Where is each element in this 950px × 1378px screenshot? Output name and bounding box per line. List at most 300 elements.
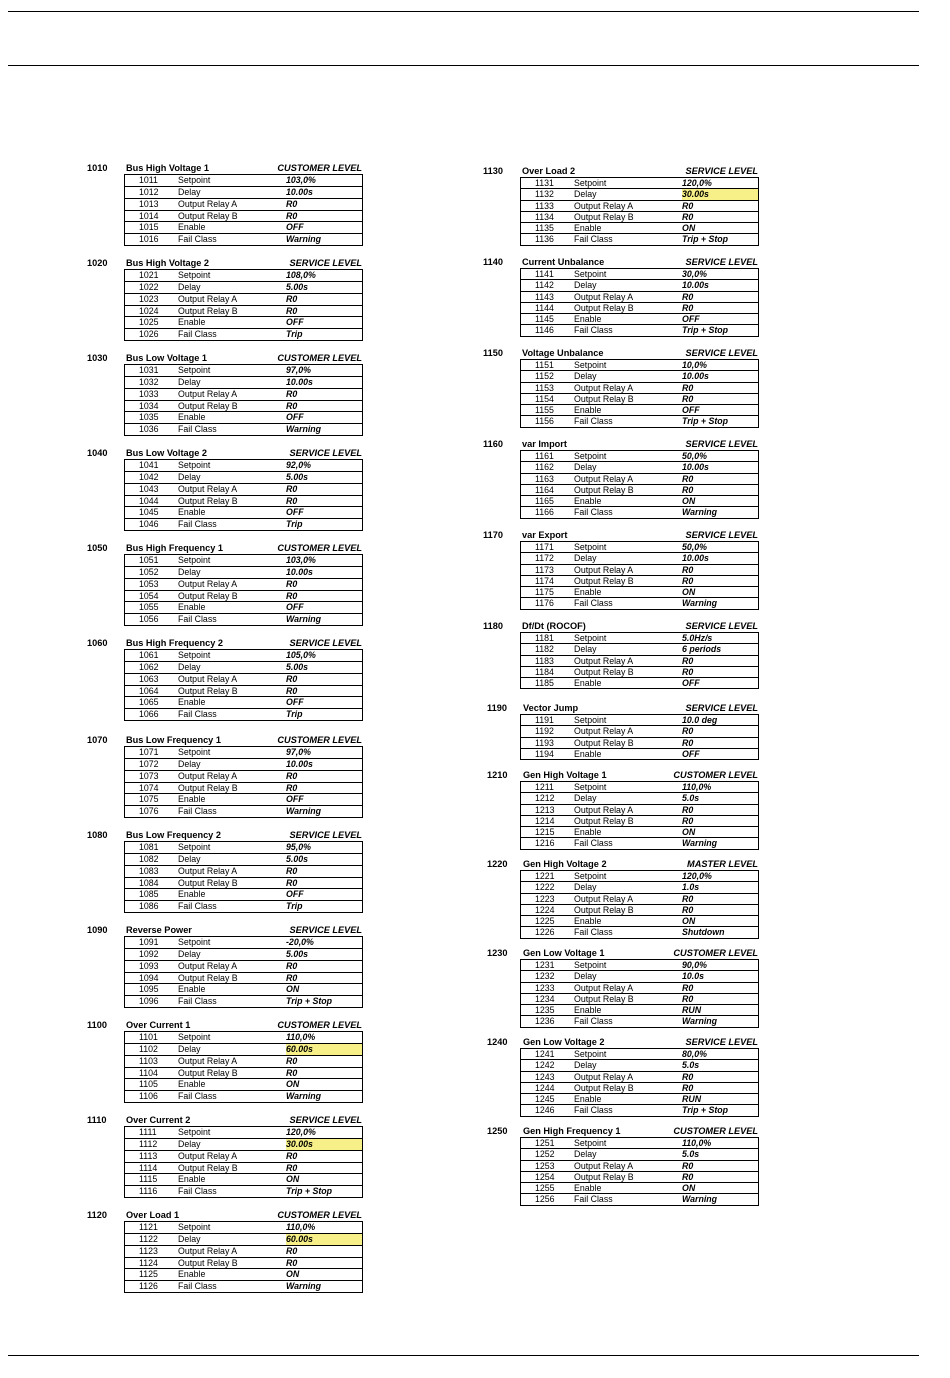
group-title: var Import [522, 439, 567, 449]
param-name: Setpoint [574, 1138, 607, 1148]
param-row [521, 1161, 758, 1172]
param-name: Delay [178, 853, 201, 864]
param-value: 30.00s [682, 189, 758, 199]
param-id: 1113 [139, 1150, 158, 1161]
param-id: 1252 [535, 1149, 555, 1160]
param-name: Delay [178, 186, 201, 197]
param-value: ON [682, 827, 696, 838]
param-row [125, 484, 362, 496]
param-id: 1234 [535, 993, 555, 1004]
param-row [521, 1183, 758, 1194]
param-value: R0 [286, 685, 298, 696]
param-id: 1175 [535, 587, 554, 598]
param-name: Setpoint [574, 1049, 607, 1059]
param-id: 1071 [139, 747, 159, 757]
param-value: 60.00s [286, 1234, 362, 1245]
param-value: R0 [286, 210, 298, 221]
param-value: Trip + Stop [682, 325, 729, 336]
param-row [521, 1138, 758, 1149]
group-title: Bus High Voltage 2 [126, 258, 210, 268]
param-row [125, 1091, 362, 1103]
param-name: Setpoint [574, 960, 607, 970]
param-table [124, 269, 363, 341]
param-table [124, 174, 363, 246]
param-value: -20,0% [286, 937, 314, 947]
param-name: Output Relay B [574, 737, 634, 748]
param-name: Output Relay B [574, 993, 634, 1004]
param-row [521, 292, 758, 303]
param-value: Trip [286, 329, 303, 340]
param-row [521, 189, 758, 200]
param-row [521, 223, 758, 234]
param-name: Enable [178, 602, 206, 613]
param-name: Delay [574, 971, 597, 982]
param-name: Setpoint [178, 365, 211, 375]
param-row [125, 697, 362, 709]
param-id: 1064 [139, 685, 159, 696]
param-name: Output Relay B [574, 815, 634, 826]
param-value: R0 [286, 198, 298, 209]
access-level: CUSTOMER LEVEL [277, 1210, 362, 1220]
param-id: 1055 [139, 602, 159, 613]
param-id: 1101 [139, 1032, 158, 1042]
param-row [125, 686, 362, 698]
param-name: Enable [574, 1094, 602, 1105]
param-value: Warning [682, 1194, 718, 1205]
group-title: Bus Low Frequency 1 [126, 735, 221, 745]
param-value: OFF [682, 678, 700, 689]
param-name: Delay [574, 793, 597, 804]
param-value: R0 [286, 305, 298, 316]
param-row [521, 1083, 758, 1094]
param-value: Warning [682, 507, 718, 518]
param-name: Enable [574, 223, 602, 234]
param-row [125, 1258, 362, 1270]
param-name: Delay [178, 1233, 201, 1244]
param-id: 1165 [535, 496, 554, 507]
param-name: Output Relay A [574, 564, 634, 575]
param-value: R0 [682, 893, 694, 904]
param-id: 1014 [139, 210, 159, 221]
param-value: ON [682, 496, 696, 507]
param-id: 1132 [535, 189, 554, 200]
param-id: 1133 [535, 200, 554, 211]
group-title: Gen Low Voltage 2 [523, 1037, 605, 1047]
param-row [521, 462, 758, 473]
param-row [125, 747, 362, 759]
param-id: 1063 [139, 673, 159, 684]
param-table [520, 781, 759, 850]
access-level: MASTER LEVEL [687, 859, 758, 869]
param-id: 1173 [535, 564, 554, 575]
group-id: 1250 [487, 1126, 508, 1136]
param-id: 1095 [139, 984, 159, 995]
param-row [125, 996, 362, 1008]
access-level: SERVICE LEVEL [685, 348, 758, 358]
param-value: Warning [286, 1281, 322, 1292]
param-row [521, 360, 758, 371]
param-row [521, 553, 758, 564]
param-value: R0 [682, 737, 694, 748]
param-value: 97,0% [286, 747, 311, 757]
param-id: 1164 [535, 484, 554, 495]
param-row [521, 882, 758, 893]
param-name: Setpoint [178, 1127, 211, 1137]
param-row [521, 667, 758, 678]
param-row [521, 749, 758, 760]
param-id: 1103 [139, 1055, 158, 1066]
access-level: SERVICE LEVEL [289, 638, 362, 648]
param-name: Enable [574, 1183, 602, 1194]
param-id: 1065 [139, 697, 159, 708]
param-value: 92,0% [286, 460, 311, 470]
param-row [521, 738, 758, 749]
group-title: Gen High Voltage 1 [523, 770, 607, 780]
param-name: Enable [178, 984, 206, 995]
param-value: 103,0% [286, 175, 316, 185]
access-level: CUSTOMER LEVEL [277, 543, 362, 553]
param-name: Fail Class [574, 1194, 613, 1205]
group-title: Vector Jump [523, 703, 579, 713]
param-row [521, 314, 758, 325]
group-id: 1010 [87, 163, 108, 173]
param-row [125, 662, 362, 674]
param-id: 1041 [139, 460, 159, 470]
param-name: Output Relay B [178, 972, 238, 983]
param-row [521, 827, 758, 838]
param-value: Warning [286, 234, 322, 245]
param-row [125, 294, 362, 306]
param-id: 1154 [535, 393, 554, 404]
param-row [125, 1269, 362, 1281]
param-name: Enable [178, 1079, 206, 1090]
param-name: Output Relay B [574, 211, 634, 222]
param-value: R0 [286, 388, 298, 399]
param-value: 10.00s [682, 280, 709, 291]
param-row [521, 405, 758, 416]
param-id: 1023 [139, 293, 159, 304]
param-value: 1.0s [682, 882, 700, 893]
group-id: 1100 [87, 1020, 107, 1030]
param-name: Fail Class [574, 838, 613, 849]
param-value: 103,0% [286, 555, 316, 565]
param-row [125, 866, 362, 878]
param-id: 1021 [139, 270, 159, 280]
param-row [125, 1079, 362, 1091]
param-row [125, 961, 362, 973]
param-id: 1072 [139, 758, 159, 769]
param-id: 1213 [535, 804, 555, 815]
param-name: Enable [178, 1174, 206, 1185]
param-value: 110,0% [286, 1032, 316, 1042]
param-table [124, 1221, 363, 1293]
param-value: R0 [682, 484, 694, 495]
param-value: 10.00s [286, 376, 313, 387]
param-table [124, 459, 363, 531]
param-id: 1194 [535, 748, 554, 759]
param-value: 5.00s [286, 661, 309, 672]
param-table [124, 841, 363, 913]
param-name: Setpoint [178, 650, 211, 660]
param-row [521, 507, 758, 518]
param-row [125, 412, 362, 424]
param-name: Output Relay A [574, 1160, 634, 1171]
param-name: Output Relay B [178, 590, 238, 601]
param-row [125, 1222, 362, 1234]
param-id: 1182 [535, 644, 554, 655]
param-name: Fail Class [178, 806, 217, 817]
param-name: Fail Class [178, 234, 217, 245]
param-name: Output Relay A [574, 382, 634, 393]
param-id: 1086 [139, 901, 159, 912]
param-value: R0 [286, 293, 298, 304]
param-name: Enable [574, 678, 602, 689]
param-value: R0 [286, 578, 298, 589]
param-name: Fail Class [574, 507, 613, 518]
param-id: 1092 [139, 948, 159, 959]
param-table [520, 1137, 759, 1206]
param-name: Delay [574, 1149, 597, 1160]
param-name: Setpoint [178, 937, 211, 947]
access-level: SERVICE LEVEL [685, 257, 758, 267]
param-id: 1174 [535, 575, 554, 586]
param-id: 1073 [139, 770, 159, 781]
param-id: 1183 [535, 655, 554, 666]
param-value: ON [682, 223, 696, 234]
param-id: 1042 [139, 471, 159, 482]
group-id: 1180 [483, 621, 503, 631]
param-id: 1076 [139, 806, 159, 817]
param-id: 1051 [139, 555, 159, 565]
param-row [521, 644, 758, 655]
param-value: 10.00s [286, 758, 313, 769]
param-value: R0 [682, 473, 694, 484]
param-name: Delay [574, 371, 597, 382]
param-id: 1035 [139, 412, 159, 423]
param-id: 1222 [535, 882, 555, 893]
group-id: 1080 [87, 830, 108, 840]
param-value: Shutdown [682, 927, 725, 938]
param-row [521, 960, 758, 971]
param-id: 1052 [139, 566, 159, 577]
param-value: Warning [682, 598, 718, 609]
param-value: 5.0Hz/s [682, 633, 713, 643]
param-row [125, 199, 362, 211]
param-id: 1214 [535, 815, 555, 826]
param-row [125, 709, 362, 721]
param-row [125, 854, 362, 866]
param-id: 1144 [535, 302, 554, 313]
param-name: Fail Class [574, 416, 613, 427]
param-name: Output Relay B [574, 484, 634, 495]
param-name: Fail Class [574, 234, 613, 245]
param-row [125, 650, 362, 662]
param-row [521, 394, 758, 405]
param-name: Output Relay A [178, 865, 238, 876]
param-name: Output Relay B [574, 302, 634, 313]
param-row [521, 927, 758, 938]
param-value: R0 [682, 804, 694, 815]
param-id: 1246 [535, 1105, 555, 1116]
access-level: SERVICE LEVEL [685, 439, 758, 449]
param-id: 1056 [139, 614, 159, 625]
param-id: 1033 [139, 388, 159, 399]
param-value: R0 [682, 382, 694, 393]
group-id: 1160 [483, 439, 503, 449]
param-value: R0 [682, 726, 694, 737]
param-name: Output Relay A [178, 960, 238, 971]
param-table [520, 632, 759, 689]
param-table [520, 268, 759, 337]
group-title: Gen Low Voltage 1 [523, 948, 605, 958]
param-value: R0 [286, 1055, 298, 1066]
param-id: 1185 [535, 678, 554, 689]
group-title: Bus Low Voltage 2 [126, 448, 207, 458]
param-row [521, 994, 758, 1005]
param-value: R0 [682, 291, 694, 302]
param-row [125, 1139, 362, 1151]
param-name: Output Relay B [574, 904, 634, 915]
param-value: OFF [286, 317, 304, 328]
param-value: OFF [286, 602, 304, 613]
group-title: Gen High Voltage 2 [523, 859, 607, 869]
param-value: R0 [682, 904, 694, 915]
param-row [125, 365, 362, 377]
param-id: 1233 [535, 982, 555, 993]
access-level: CUSTOMER LEVEL [277, 735, 362, 745]
param-id: 1054 [139, 590, 159, 601]
param-value: OFF [286, 507, 304, 518]
param-row [521, 916, 758, 927]
param-id: 1094 [139, 972, 159, 983]
param-name: Delay [574, 280, 597, 291]
param-id: 1192 [535, 726, 554, 737]
param-name: Output Relay A [178, 673, 238, 684]
param-value: 5.00s [286, 853, 309, 864]
param-value: OFF [682, 314, 700, 325]
param-id: 1151 [535, 360, 554, 370]
param-value: R0 [286, 483, 298, 494]
param-value: 120,0% [286, 1127, 316, 1137]
param-id: 1031 [139, 365, 159, 375]
param-id: 1231 [535, 960, 555, 970]
param-id: 1025 [139, 317, 159, 328]
group-title: Over Load 2 [522, 166, 576, 176]
param-id: 1244 [535, 1082, 555, 1093]
param-row [125, 472, 362, 484]
param-row [521, 793, 758, 804]
param-value: Trip [286, 519, 303, 530]
param-row [125, 222, 362, 234]
param-value: 10.00s [286, 566, 313, 577]
param-row [125, 175, 362, 187]
header-rule [8, 65, 919, 66]
param-id: 1046 [139, 519, 159, 530]
group-title: Reverse Power [126, 925, 192, 935]
param-name: Output Relay A [574, 804, 634, 815]
param-row [125, 806, 362, 818]
param-id: 1084 [139, 877, 159, 888]
param-row [521, 234, 758, 245]
param-row [125, 234, 362, 246]
param-name: Fail Class [178, 1281, 217, 1292]
group-id: 1060 [87, 638, 108, 648]
param-row [521, 201, 758, 212]
param-row [521, 178, 758, 189]
param-id: 1245 [535, 1094, 555, 1105]
param-id: 1136 [535, 234, 554, 245]
param-id: 1181 [535, 633, 554, 643]
param-value: 60.00s [286, 1044, 362, 1055]
param-name: Fail Class [574, 1016, 613, 1027]
param-row [521, 1194, 758, 1205]
param-id: 1141 [535, 269, 554, 279]
group-id: 1220 [487, 859, 508, 869]
param-row [521, 383, 758, 394]
param-value: R0 [682, 393, 694, 404]
param-row [125, 555, 362, 567]
param-row [521, 269, 758, 280]
param-id: 1104 [139, 1067, 158, 1078]
param-name: Enable [178, 794, 206, 805]
param-row [125, 937, 362, 949]
group-id: 1050 [87, 543, 108, 553]
param-name: Output Relay A [178, 293, 238, 304]
param-table [124, 1126, 363, 1198]
param-value: R0 [286, 1257, 298, 1268]
param-value: 110,0% [682, 1138, 712, 1148]
param-row [125, 329, 362, 341]
param-name: Output Relay A [574, 893, 634, 904]
param-id: 1122 [139, 1233, 158, 1244]
param-name: Setpoint [178, 842, 211, 852]
param-value: Trip + Stop [286, 996, 333, 1007]
param-id: 1074 [139, 782, 159, 793]
param-value: R0 [286, 770, 298, 781]
param-row [125, 507, 362, 519]
param-id: 1211 [535, 782, 554, 792]
param-id: 1161 [535, 451, 554, 461]
param-value: 10.0 deg [682, 715, 718, 725]
param-row [521, 905, 758, 916]
access-level: CUSTOMER LEVEL [673, 1126, 758, 1136]
param-name: Output Relay B [178, 210, 238, 221]
param-row [521, 726, 758, 737]
param-id: 1255 [535, 1183, 555, 1194]
param-name: Output Relay B [178, 685, 238, 696]
param-value: 50,0% [682, 542, 707, 552]
param-row [521, 715, 758, 726]
param-value: 108,0% [286, 270, 316, 280]
param-value: ON [682, 916, 696, 927]
param-value: Warning [682, 838, 718, 849]
group-id: 1210 [487, 770, 508, 780]
group-id: 1150 [483, 348, 503, 358]
param-row [125, 783, 362, 795]
param-name: Output Relay A [178, 1150, 238, 1161]
param-value: R0 [286, 1162, 298, 1173]
param-value: R0 [286, 877, 298, 888]
group-id: 1230 [487, 948, 508, 958]
param-name: Enable [178, 507, 206, 518]
param-value: R0 [286, 400, 298, 411]
param-value: 30.00s [286, 1139, 362, 1150]
param-name: Setpoint [178, 1032, 211, 1042]
param-name: Delay [178, 1043, 201, 1054]
param-name: Output Relay A [178, 770, 238, 781]
param-value: 5.00s [286, 948, 309, 959]
param-value: R0 [286, 782, 298, 793]
